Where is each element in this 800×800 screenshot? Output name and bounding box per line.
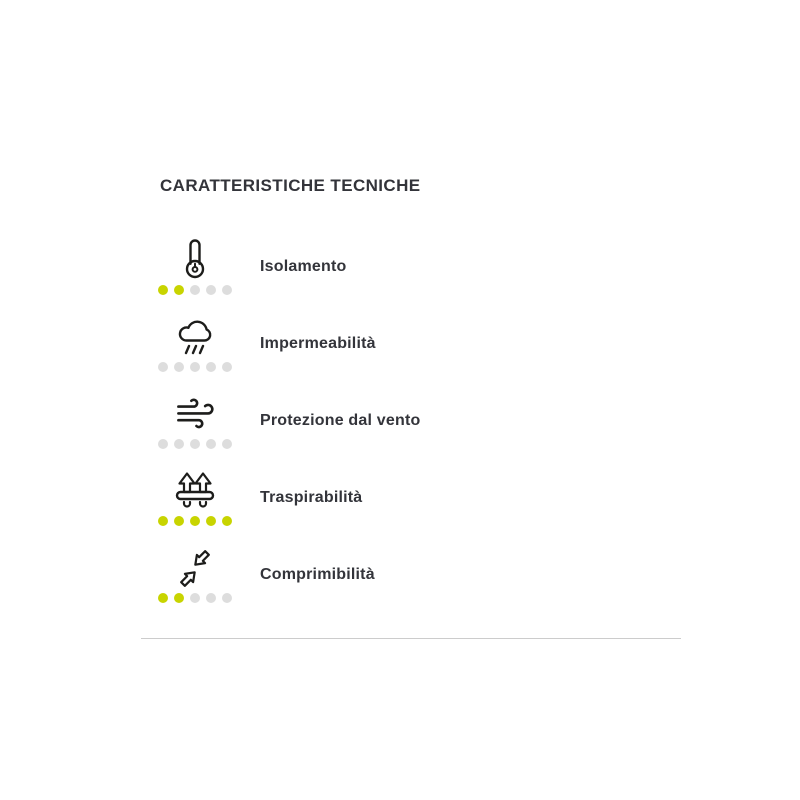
rating-dot	[158, 362, 168, 372]
breathability-icon	[173, 469, 217, 511]
rating-dot	[190, 439, 200, 449]
rating-dot	[206, 593, 216, 603]
rating-dot	[190, 593, 200, 603]
section-title: CARATTERISTICHE TECNICHE	[160, 176, 421, 195]
thermometer-icon	[173, 238, 217, 280]
rating-dot	[222, 285, 232, 295]
feature-row-comprimibilita	[158, 546, 421, 603]
compress-icon	[173, 546, 217, 588]
rating-dot	[206, 516, 216, 526]
rating-dot	[222, 516, 232, 526]
rating-dot	[222, 439, 232, 449]
rating-dot	[206, 439, 216, 449]
rating-dot	[174, 593, 184, 603]
feature-label: Protezione dal vento	[260, 411, 421, 429]
feature-label: Comprimibilità	[260, 565, 375, 583]
feature-label: Traspirabilità	[260, 488, 363, 506]
rating-dot	[158, 285, 168, 295]
rating-dot	[158, 516, 168, 526]
rating-dots	[158, 593, 232, 603]
rating-dot	[190, 516, 200, 526]
rating-dot	[174, 362, 184, 372]
rating-dot	[174, 439, 184, 449]
wind-icon	[173, 392, 217, 434]
rating-dot	[158, 593, 168, 603]
feature-row-isolamento	[158, 238, 421, 295]
rating-dot	[222, 362, 232, 372]
rating-dot	[190, 285, 200, 295]
rating-dot	[174, 285, 184, 295]
rating-dot	[222, 593, 232, 603]
rating-dot	[206, 285, 216, 295]
feature-label: Isolamento	[260, 257, 347, 275]
rain-cloud-icon	[173, 315, 217, 357]
feature-label: Impermeabilità	[260, 334, 376, 352]
feature-row-protezione-dal-vento	[158, 392, 421, 449]
rating-dot	[206, 362, 216, 372]
rating-dots	[158, 362, 232, 372]
rating-dots	[158, 516, 232, 526]
rating-dot	[190, 362, 200, 372]
technical-characteristics-section	[160, 176, 421, 623]
rating-dots	[158, 285, 232, 295]
rating-dots	[158, 439, 232, 449]
feature-row-impermeabilita	[158, 315, 421, 372]
feature-row-traspirabilita	[158, 469, 421, 526]
rating-dot	[158, 439, 168, 449]
rating-dot	[174, 516, 184, 526]
section-divider	[141, 638, 681, 639]
